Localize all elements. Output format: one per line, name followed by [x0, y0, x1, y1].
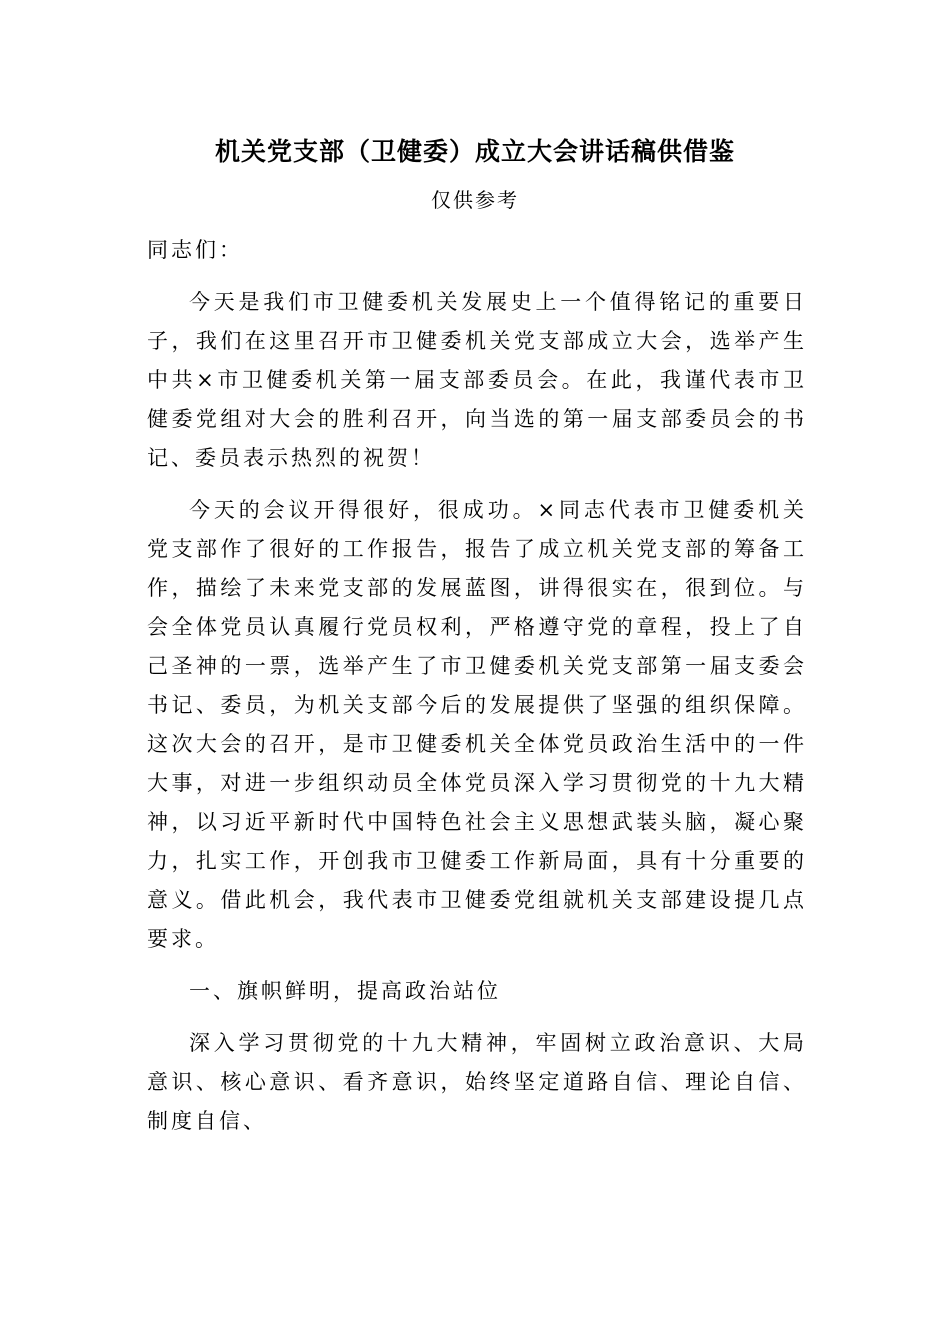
section-heading-1: 一、旗帜鲜明，提高政治站位 — [189, 979, 501, 1003]
document-body — [147, 231, 807, 1154]
document-subtitle: 仅供参考 — [431, 188, 519, 212]
document-title: 机关党支部（卫健委）成立大会讲话稿供借鉴 — [214, 137, 735, 166]
paragraph-opening: 今天是我们市卫健委机关发展史上一个值得铭记的重要日子，我们在这里召开市卫健委机关党支部成立大会，选举产生中共×市卫健委机关第一届支部委员会。在此，我谨代表市卫健委党组对大会的胜利召开，向当选的第一届支部委员会的书记、委员表示热烈的祝贺！ — [147, 290, 807, 470]
paragraph-meeting-summary: 今天的会议开得很好，很成功。×同志代表市卫健委机关党支部作了很好的工作报告，报告了成立机关党支部的筹备工作，描绘了未来党支部的发展蓝图，讲得很实在，很到位。与会全体党员认真履行党员权利，严格遵守党的章程，投上了自己圣神的一票，选举产生了市卫健委机关党支部第一届支委会书记、委员，为机关支部今后的发展提供了坚强的组织保障。这次大会的召开，是市卫健委机关全体党员政治生活中的一件大事，对进一步组织动员全体党员深入学习贯彻党的十九大精神，以习近平新时代中国特色社会主义思想武装头脑，凝心聚力，扎实工作，开创我市卫健委工作新局面，具有十分重要的意义。借此机会，我代表市卫健委党组就机关支部建设提几点要求。 — [147, 498, 807, 951]
paragraph-section-1: 深入学习贯彻党的十九大精神，牢固树立政治意识、大局意识、核心意识、看齐意识，始终坚定道路自信、理论自信、制度自信、 — [147, 1031, 807, 1133]
salutation: 同志们： — [147, 238, 243, 262]
